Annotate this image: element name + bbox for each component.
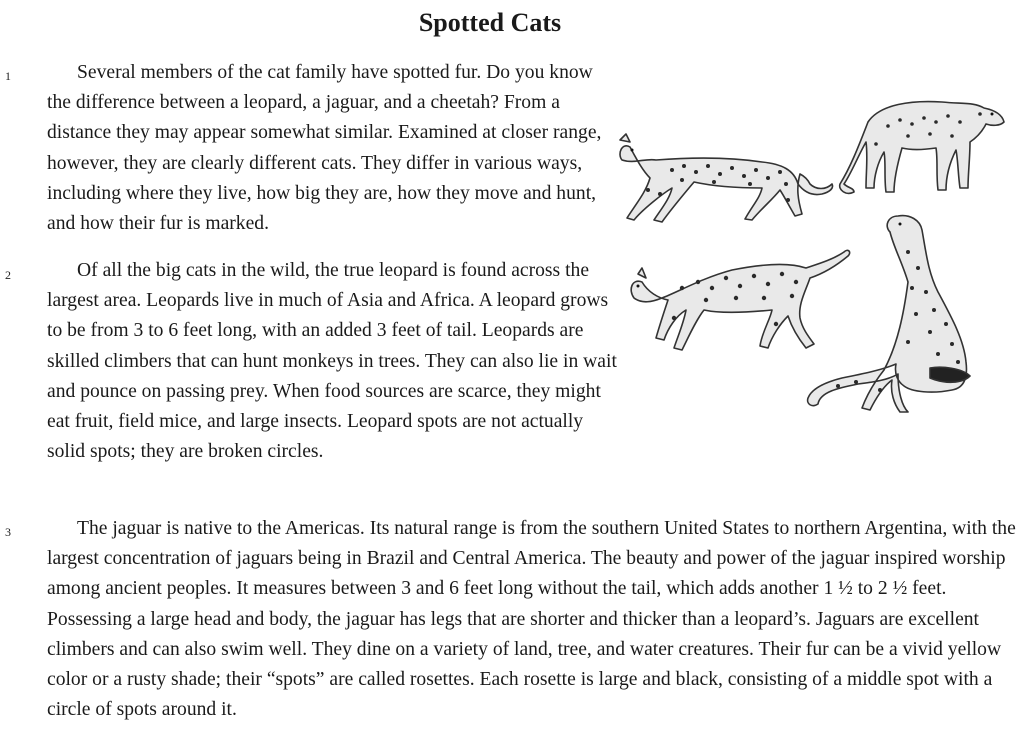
paragraph-text: Several members of the cat family have spotted fur. Do you know the difference between a leopard, a jaguar, and a cheetah? From a distance they may appear somewhat similar. Examined at closer range, however, they are clearly different cats. They differ in various ways, including where they live, how big they are, how they move and hunt, and how their fur is marked. xyxy=(47,62,602,235)
stalking-cat-icon xyxy=(631,250,849,350)
paragraph-number: 1 xyxy=(5,69,11,83)
paragraph-text: Of all the big cats in the wild, the true leopard is found across the largest area. Leopards live in much of Asia and Africa. A leopard grows to be from 3 to 6 feet long, with an added 3 feet of tail. Leopards are skilled climbers that can hunt monkeys in trees. They can also lie in wait and pounce on passing prey. When food sources are scarce, they might eat fruit, field mice, and large insects. Leopard spots are not actually solid spots; they are broken circles. xyxy=(47,260,617,463)
page-title: Spotted Cats xyxy=(418,8,562,37)
paragraph-text: The jaguar is native to the Americas. Its natural range is from the southern United States to northern Argentina, with the largest concentration of jaguars being in Brazil and Central America. The beauty and power of the jaguar inspired worship among ancient peoples. It measures between 3 and 6 feet long without the tail, which adds another 1 ½ to 2 ½ feet. Possessing a large head and body, the jaguar has legs that are shorter and thicker than a leopard’s. Jaguars are excellent climbers and can also swim well. They dine on a variety of land, tree, and water creatures. Their fur can be a vivid yellow color or a rusty shade; their “spots” are called rosettes. Each rosette is large and black, consisting of a middle spot with a circle of spots around it. xyxy=(47,518,1016,721)
walking-cat-icon xyxy=(620,134,833,222)
paragraph-number: 2 xyxy=(5,268,11,282)
sitting-cat-icon xyxy=(808,216,970,412)
spotted-cats-illustration xyxy=(612,92,1012,414)
paragraph-number: 3 xyxy=(5,525,11,539)
